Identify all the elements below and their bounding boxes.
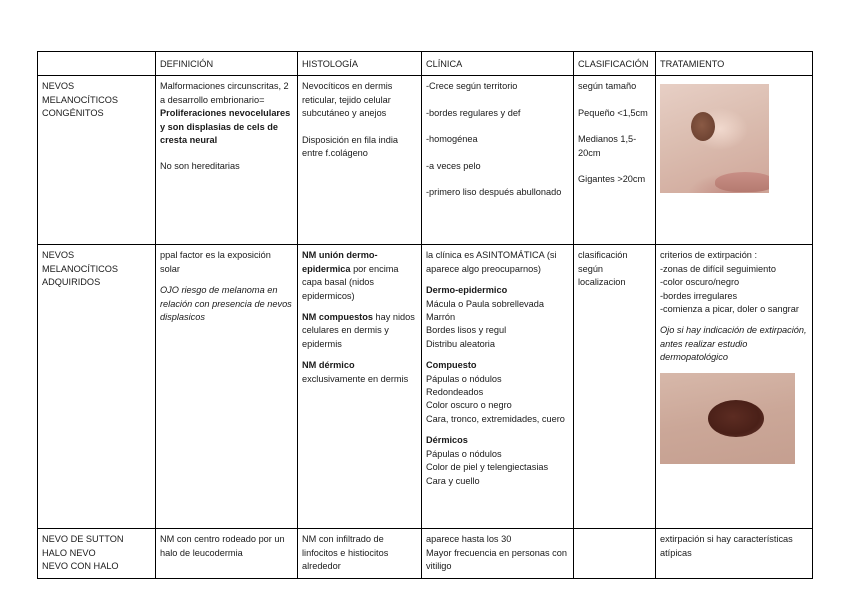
row-congenitos — [38, 76, 813, 245]
row-title-line: NEVO DE SUTTON — [42, 534, 124, 545]
clinica-item: Color de piel y telengiectasias — [426, 462, 549, 473]
tratamiento-italic: Ojo si hay indicación de extirpación, antes realizar estudio dermopatológico — [660, 325, 807, 363]
header-histologia: HISTOLOGÍA — [298, 52, 422, 76]
row-title-line: NEVOS — [42, 250, 75, 261]
clinica-item: aparece hasta los 30 — [426, 534, 512, 545]
clinica-item: Color oscuro o negro — [426, 400, 512, 411]
clinica-item: Redondeados — [426, 387, 484, 398]
clinica-item: Mayor frecuencia en personas con vitiligo — [426, 547, 567, 572]
cell-histologia — [298, 76, 422, 245]
nevus-mark — [691, 112, 715, 141]
definicion-bold: Proliferaciones nevocelulares y son displasias de cels de cresta neural — [160, 108, 291, 146]
clinica-item: Pápulas o nódulos — [426, 373, 502, 384]
cell-histologia — [298, 245, 422, 529]
cell-clinica — [422, 245, 574, 529]
cell-histologia: NM con infiltrado de linfocitos e histiocitos alrededor — [298, 529, 422, 579]
header-clasificacion: CLASIFICACIÓN — [574, 52, 656, 76]
histologia-text: exclusivamente en dermis — [302, 373, 409, 384]
row-title-adquiridos — [38, 245, 156, 529]
histologia-text: hay nidos celulares en dermis y epidermis — [302, 312, 415, 349]
histologia-bold: NM compuestos — [302, 312, 373, 323]
header-row — [38, 52, 813, 76]
clinica-item: -Crece según territorio — [426, 81, 518, 92]
clasificacion-item: según tamaño — [578, 81, 637, 92]
row-title-line: CONGÉNITOS — [42, 108, 104, 119]
row-title-line: HALO NEVO — [42, 547, 96, 558]
cell-clasificacion — [574, 529, 656, 579]
clinica-item: -bordes regulares y def — [426, 107, 521, 118]
histologia-entry — [302, 359, 417, 386]
row-adquiridos — [38, 245, 813, 529]
clinica-group-title: Dermo-epidermico — [426, 285, 508, 296]
clinica-item: -homogénea — [426, 134, 478, 145]
definicion-italic: OJO riesgo de melanoma en relación con presencia de nevos displasicos — [160, 285, 292, 323]
clinica-item: Marrón — [426, 312, 456, 323]
clinica-group-title: Dérmicos — [426, 435, 468, 446]
clinica-item: Cara, tronco, extremidades, cuero — [426, 413, 565, 424]
header-empty — [38, 52, 156, 76]
definicion-text: ppal factor es la exposición solar — [160, 250, 271, 274]
cell-tratamiento — [656, 76, 813, 245]
clasificacion-item: Gigantes >20cm — [578, 174, 646, 185]
clasificacion-item: Pequeño <1,5cm — [578, 107, 648, 118]
header-tratamiento: TRATAMIENTO — [656, 52, 813, 76]
clinica-item: Bordes lisos y regul — [426, 325, 507, 336]
histologia-text: por encima capa basal (nidos epidermicos) — [302, 263, 399, 301]
definicion-text: Malformaciones circunscritas, 2 a desarrollo embrionario= — [160, 81, 289, 105]
acquired-nevus-photo — [660, 373, 795, 464]
clasificacion-item: Medianos 1,5-20cm — [578, 134, 637, 158]
cell-clasificacion — [574, 245, 656, 529]
cell-tratamiento: extirpación si hay características atípicas — [656, 529, 813, 579]
cell-clinica — [422, 76, 574, 245]
clinica-group-title: Compuesto — [426, 360, 477, 371]
clasificacion-text: clasificación según localizacion — [578, 250, 628, 288]
row-sutton — [38, 529, 813, 579]
header-clinica: CLÍNICA — [422, 52, 574, 76]
row-title-line: NEVOS — [42, 81, 75, 92]
row-title-line: ADQUIRIDOS — [42, 277, 101, 288]
histologia-bold: NM unión dermo-epidermica — [302, 250, 378, 274]
tratamiento-item: -bordes irregulares — [660, 290, 738, 301]
congenital-nevus-photo — [660, 84, 769, 193]
tratamiento-title: criterios de extirpación : — [660, 250, 758, 261]
cell-definicion — [156, 245, 298, 529]
tratamiento-item: -zonas de difícil seguimiento — [660, 263, 776, 274]
cell-clinica — [422, 529, 574, 579]
tratamiento-item: -color oscuro/negro — [660, 277, 740, 288]
header-definicion: DEFINICIÓN — [156, 52, 298, 76]
cell-clasificacion — [574, 76, 656, 245]
histologia-bold: NM dérmico — [302, 360, 355, 371]
clinica-item: Pápulas o nódulos — [426, 448, 502, 459]
clinica-item: -a veces pelo — [426, 160, 481, 171]
row-title-line: MELANOCÍTICOS — [42, 94, 119, 105]
histologia-p1: Nevocíticos en dermis reticular, tejido celular subcutáneo y anejos — [302, 81, 393, 119]
cell-definicion: NM con centro rodeado por un halo de leucodermia — [156, 529, 298, 579]
histologia-p2: Disposición en fila india entre f.colágeno — [302, 134, 399, 159]
tratamiento-item: -comienza a picar, doler o sangrar — [660, 304, 799, 315]
cell-tratamiento — [656, 245, 813, 529]
row-title-congenitos — [38, 76, 156, 245]
row-title-sutton — [38, 529, 156, 579]
row-title-line: MELANOCÍTICOS — [42, 263, 119, 274]
nevus-table — [37, 51, 813, 579]
nevus-mark — [708, 400, 764, 437]
clinica-item: Mácula o Paula sobrellevada — [426, 298, 544, 309]
cell-definicion — [156, 76, 298, 245]
definicion-note: No son hereditarias — [160, 161, 240, 172]
clinica-intro: la clínica es ASINTOMÁTICA (si aparece algo preocuparnos) — [426, 250, 557, 274]
clinica-item: -primero liso después abullonado — [426, 187, 562, 198]
clinica-item: Distribu aleatoria — [426, 338, 495, 349]
histologia-entry — [302, 249, 417, 303]
lip-shape — [715, 172, 769, 192]
histologia-entry — [302, 311, 417, 351]
row-title-line: NEVO CON HALO — [42, 561, 119, 572]
clinica-item: Cara y cuello — [426, 475, 480, 486]
